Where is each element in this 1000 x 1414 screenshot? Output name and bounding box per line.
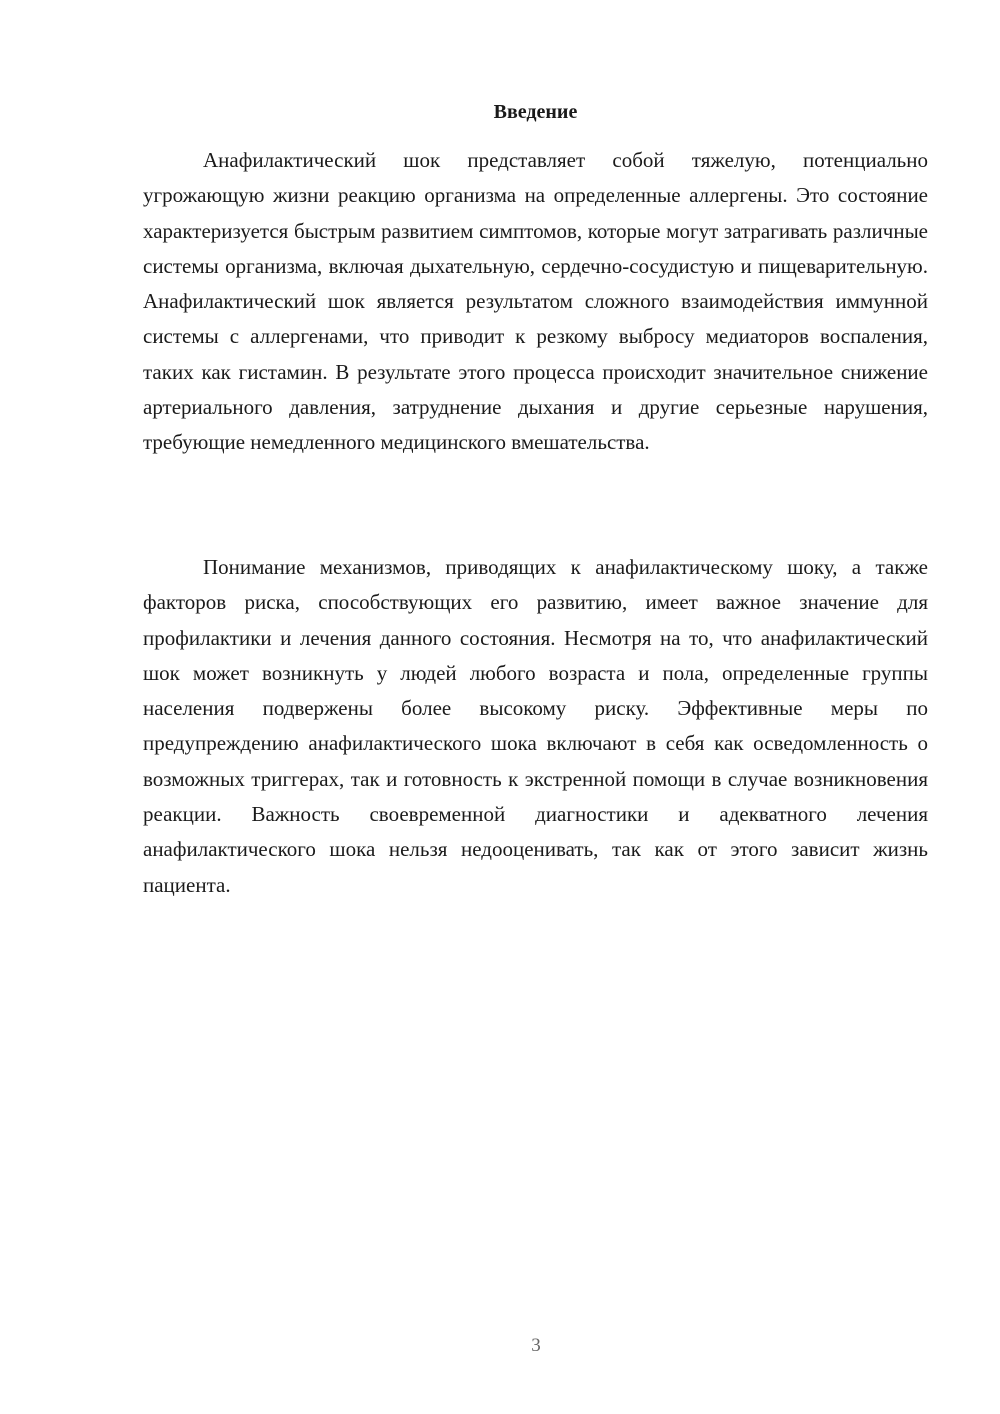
section-heading: Введение [493,101,578,123]
paragraph-mechanisms: Понимание механизмов, приводящих к анафилактическому шоку, а также факторов риска, способствующих его развитию, имеет важное значение для профилактики и лечения данного состояния. Несмотря на то, что анафилактический шок может возникнуть у людей любого возраста и пола, определенные группы населения подвержены более высокому риску. Эффективные меры по предупреждению анафилактического шока включают в себя как осведомленность о возможных триггерах, так и готовность к экстренной помощи в случае возникновения реакции. Важность своевременной диагностики и адекватного лечения анафилактического шока нельзя недооценивать, так как от этого зависит жизнь пациента. [143,555,928,897]
paragraph-intro: Анафилактический шок представляет собой тяжелую, потенциально угрожающую жизни реакцию организма на определенные аллергены. Это состояние характеризуется быстрым развитием симптомов, которые могут затрагивать различные системы организма, включая дыхательную, сердечно-сосудистую и пищеварительную. Анафилактический шок является результатом сложного взаимодействия иммунной системы с аллергенами, что приводит к резкому выбросу медиаторов воспаления, таких как гистамин. В результате этого процесса происходит значительное снижение артериального давления, затруднение дыхания и другие серьезные нарушения, требующие немедленного медицинского вмешательства. [143,148,928,455]
page-number: 3 [531,1335,541,1356]
